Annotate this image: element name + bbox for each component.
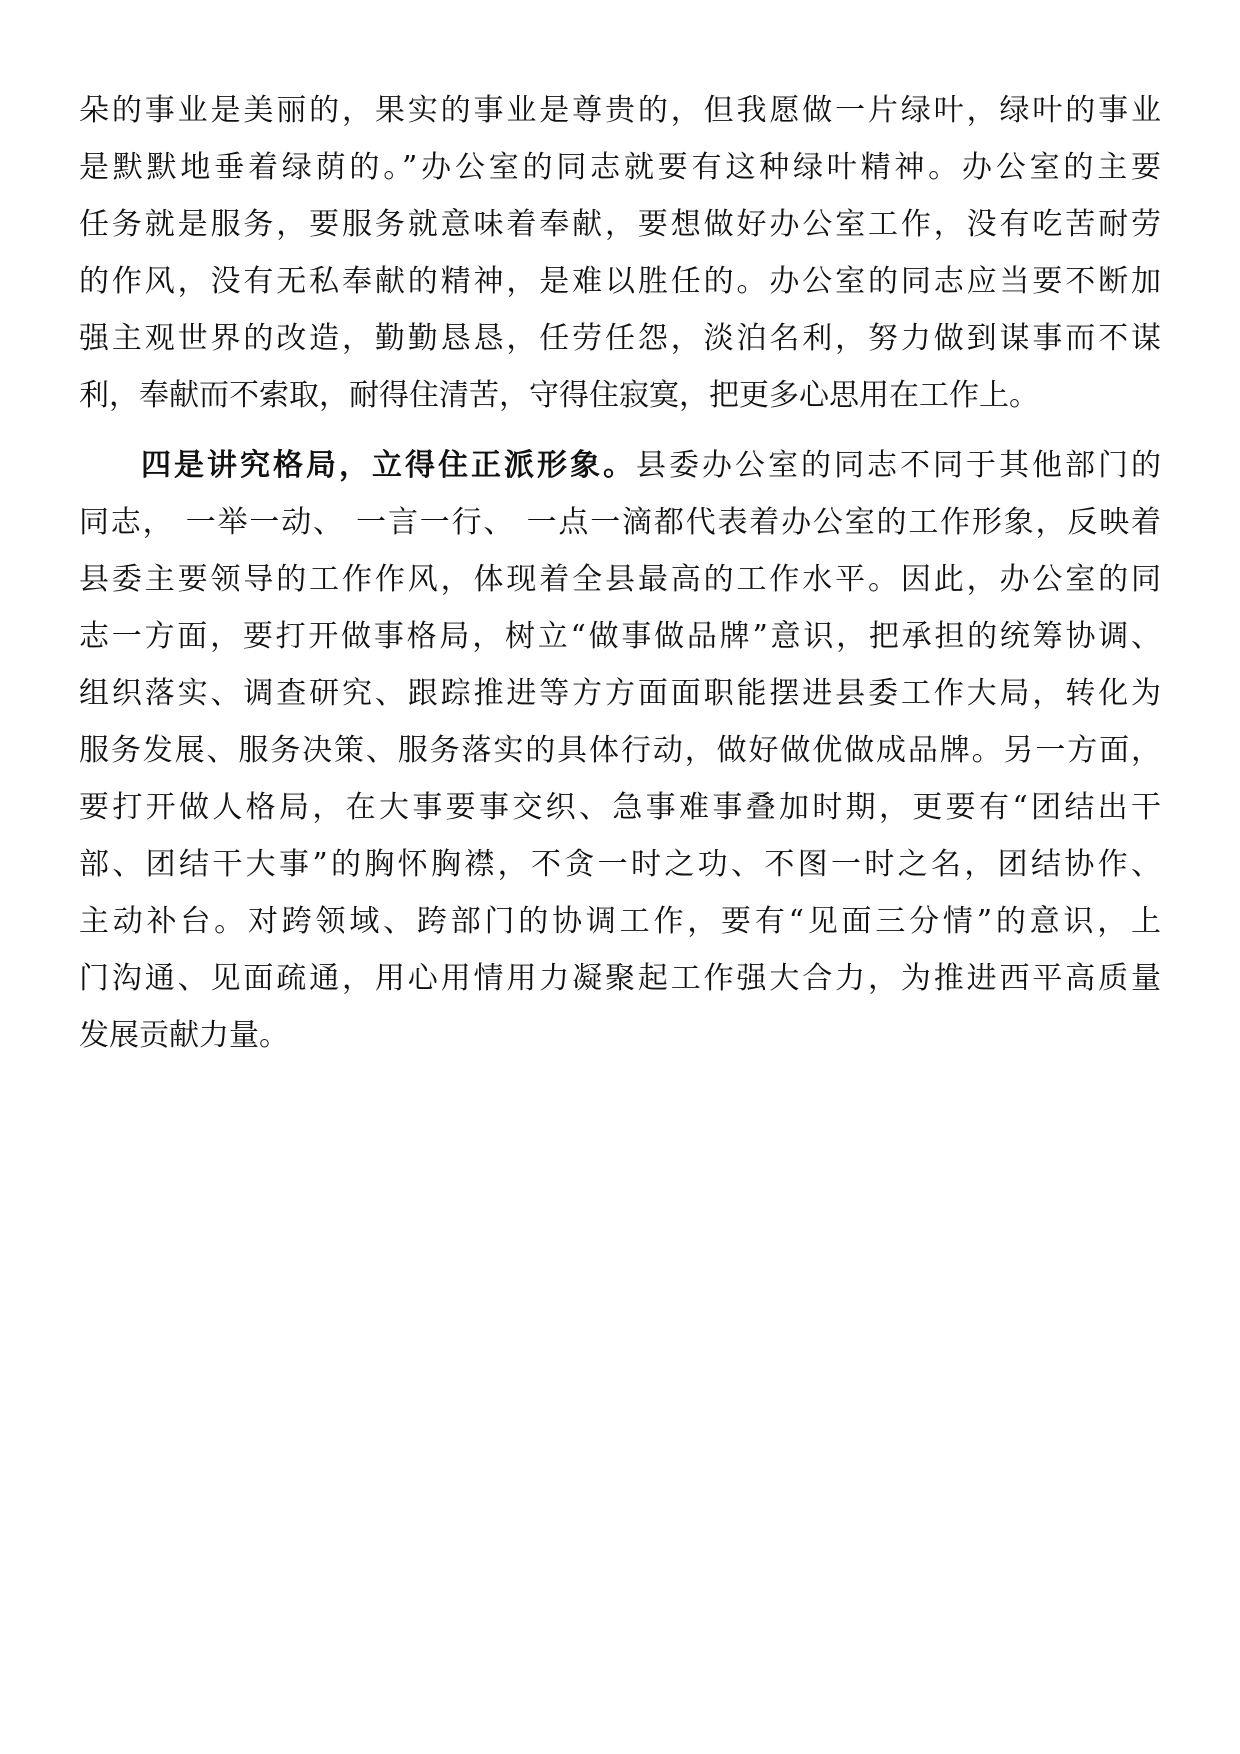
paragraph-line: 强主观世界的改造，勤勤恳恳，任劳任怨，淡泊名利，努力做到谋事而不谋	[79, 321, 1161, 356]
paragraph-line: 主动补台。对跨领域、跨部门的协调工作，要有“见面三分情”的意识，上	[79, 904, 1161, 939]
paragraph-line: 部、团结干大事”的胸怀胸襟，不贪一时之功、不图一时之名，团结协作、	[79, 847, 1161, 882]
paragraph-line-rest: 县委办公室的同志不同于其他部门的	[636, 448, 1161, 483]
paragraph-gap	[79, 424, 1161, 437]
paragraph-green-leaf-spirit	[79, 82, 1161, 424]
paragraph-line: 志一方面，要打开做事格局，树立“做事做品牌”意识，把承担的统筹协调、	[79, 619, 1161, 654]
paragraph-line: 任务就是服务，要服务就意味着奉献，要想做好办公室工作，没有吃苦耐劳	[79, 207, 1161, 242]
paragraph-line: 发展贡献力量。	[79, 1018, 289, 1053]
paragraph-line: 要打开做人格局，在大事要事交织、急事难事叠加时期，更要有“团结出干	[79, 790, 1161, 825]
paragraph-line: 是默默地垂着绿荫的。”办公室的同志就要有这种绿叶精神。办公室的主要	[79, 150, 1161, 185]
paragraph-line: 同志， 一举一动、 一言一行、 一点一滴都代表着办公室的工作形象，反映着	[79, 505, 1161, 540]
document-page	[79, 82, 1161, 1064]
paragraph-first-line	[79, 437, 1161, 494]
section-heading: 四是讲究格局，立得住正派形象。	[141, 448, 636, 483]
paragraph-line: 利，奉献而不索取，耐得住清苦，守得住寂寞，把更多心思用在工作上。	[79, 378, 1039, 413]
paragraph-line: 门沟通、见面疏通，用心用情用力凝聚起工作强大合力，为推进西平高质量	[79, 961, 1161, 996]
paragraph-line: 县委主要领导的工作作风，体现着全县最高的工作水平。因此，办公室的同	[79, 562, 1161, 597]
paragraph-line: 的作风，没有无私奉献的精神，是难以胜任的。办公室的同志应当要不断加	[79, 264, 1161, 299]
paragraph-line: 朵的事业是美丽的，果实的事业是尊贵的，但我愿做一片绿叶，绿叶的事业	[79, 93, 1161, 128]
paragraph-line: 组织落实、调查研究、跟踪推进等方方面面职能摆进县委工作大局，转化为	[79, 676, 1161, 711]
paragraph-pattern-image	[79, 437, 1161, 1064]
paragraph-line: 服务发展、服务决策、服务落实的具体行动，做好做优做成品牌。另一方面，	[79, 733, 1161, 768]
